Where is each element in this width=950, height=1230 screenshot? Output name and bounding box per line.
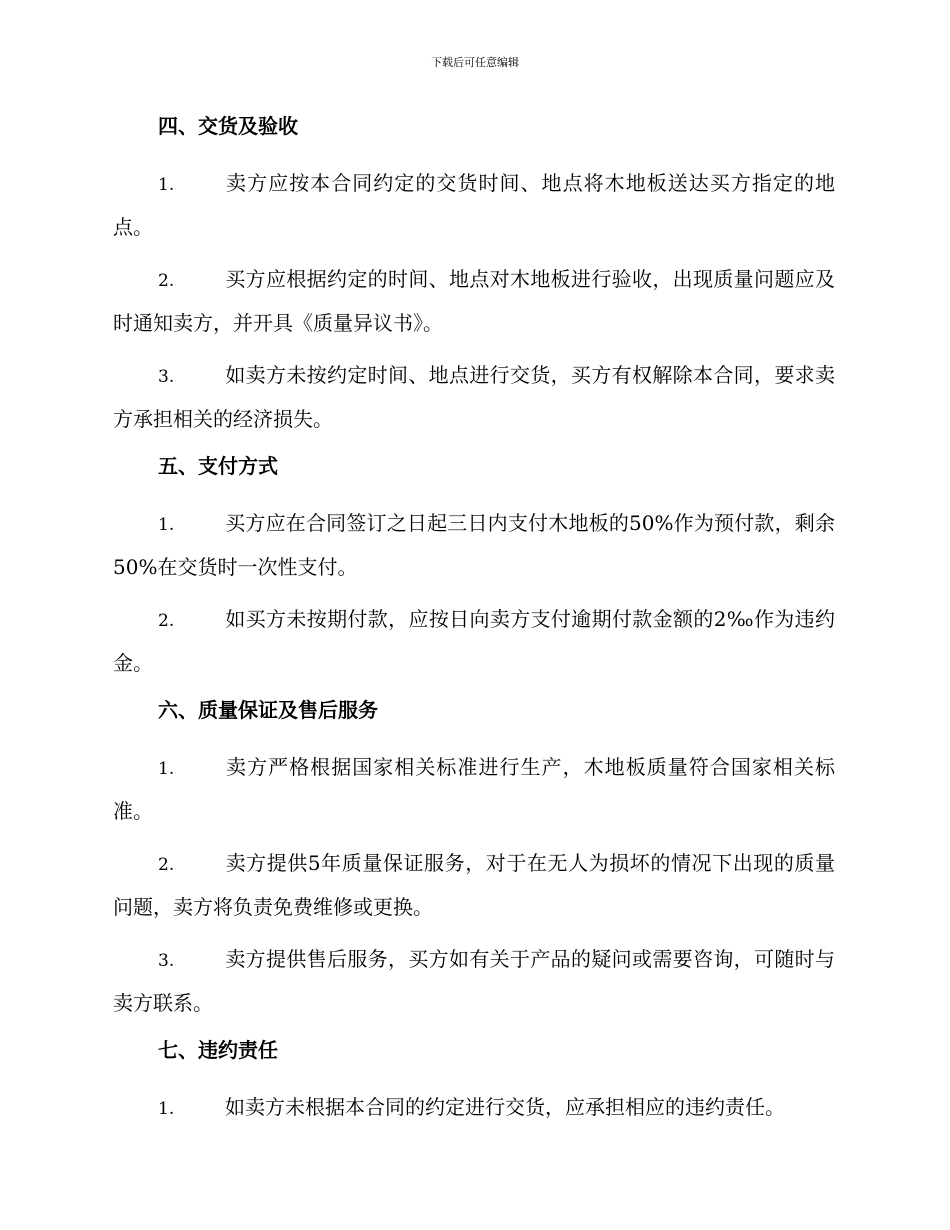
clause <box>113 938 835 1024</box>
document-body <box>113 110 835 1140</box>
section-delivery <box>113 110 835 440</box>
section-heading: 六、质量保证及售后服务 <box>158 698 378 722</box>
section-warranty <box>113 694 835 1024</box>
clause <box>113 258 835 344</box>
clause-number: 1. <box>158 759 175 779</box>
clause <box>113 746 835 832</box>
clause-number: 3. <box>158 367 175 387</box>
clause <box>113 1086 835 1130</box>
clause-number: 2. <box>158 611 175 631</box>
clause-text: 如买方未按期付款，应按日向卖方支付逾期付款金额的2‰作为违约金。 <box>113 607 835 675</box>
section-heading: 五、支付方式 <box>158 454 278 478</box>
clause <box>113 598 835 684</box>
section-heading: 四、交货及验收 <box>158 114 298 138</box>
clause-text: 如卖方未按约定时间、地点进行交货，买方有权解除本合同，要求卖方承担相关的经济损失。 <box>113 363 835 431</box>
clause-number: 1. <box>158 515 175 535</box>
clause <box>113 842 835 928</box>
section-heading: 七、违约责任 <box>158 1038 278 1062</box>
section-payment <box>113 450 835 684</box>
page-header: 下载后可任意编辑 <box>431 56 519 69</box>
clause-text: 卖方提供售后服务，买方如有关于产品的疑问或需要咨询，可随时与卖方联系。 <box>113 947 835 1015</box>
clause-number: 2. <box>158 855 175 875</box>
clause-number: 2. <box>158 271 175 291</box>
clause <box>113 354 835 440</box>
clause-number: 1. <box>158 175 175 195</box>
clause-number: 1. <box>158 1099 175 1119</box>
clause-text: 卖方提供5年质量保证服务，对于在无人为损坏的情况下出现的质量问题，卖方将负责免费维修或更换。 <box>113 851 835 919</box>
clause-text: 卖方应按本合同约定的交货时间、地点将木地板送达买方指定的地点。 <box>113 171 835 239</box>
clause-text: 如卖方未根据本合同的约定进行交货，应承担相应的违约责任。 <box>225 1095 785 1119</box>
clause <box>113 502 835 588</box>
clause-text: 买方应在合同签订之日起三日内支付木地板的50%作为预付款，剩余50%在交货时一次性支付。 <box>113 511 835 579</box>
clause-text: 买方应根据约定的时间、地点对木地板进行验收，出现质量问题应及时通知卖方，并开具《质量异议书》。 <box>113 267 835 335</box>
section-liability <box>113 1034 835 1130</box>
clause-text: 卖方严格根据国家相关标准进行生产，木地板质量符合国家相关标准。 <box>113 755 835 823</box>
clause <box>113 162 835 248</box>
clause-number: 3. <box>158 951 175 971</box>
